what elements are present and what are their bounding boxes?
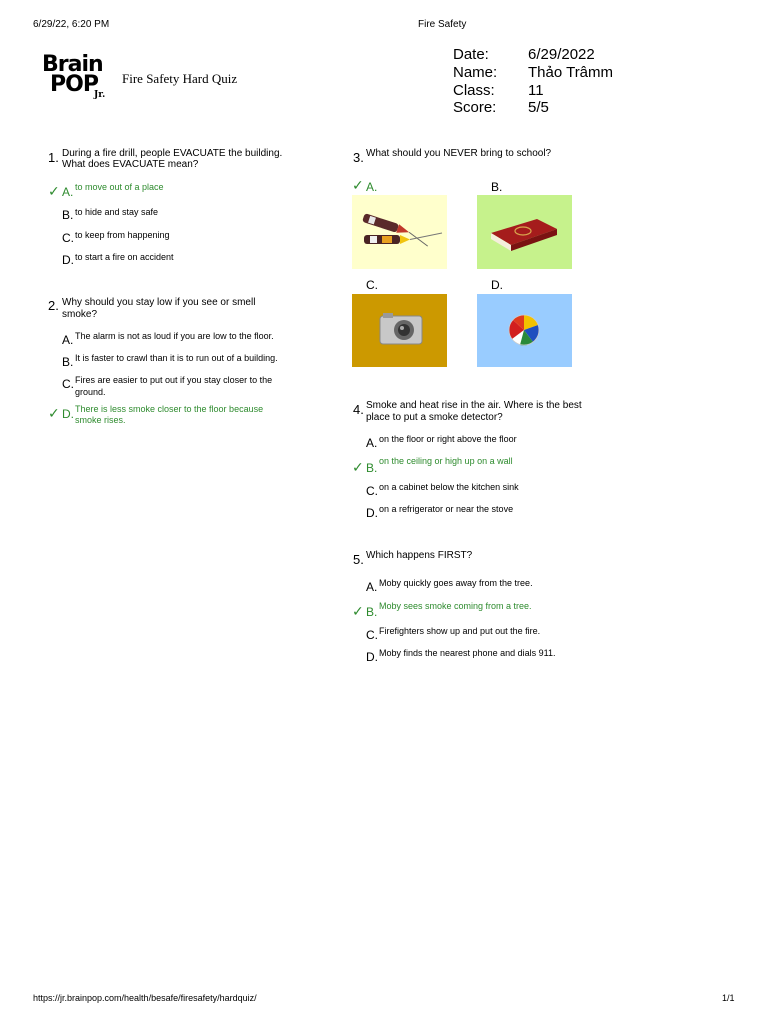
q3-number: 3. — [353, 150, 364, 165]
q2-option-b-text: It is faster to crawl than it is to run out of a building. — [75, 353, 278, 363]
q3-option-a-image — [352, 195, 447, 269]
print-footer-url: https://jr.brainpop.com/health/besafe/firesafety/hardquiz/ — [33, 993, 257, 1003]
q4-option-c-letter: C. — [366, 484, 378, 498]
q5-number: 5. — [353, 552, 364, 567]
quiz-title: Fire Safety Hard Quiz — [122, 71, 238, 86]
q2-option-c-text-line2: ground. — [75, 387, 106, 397]
q1-number: 1. — [48, 150, 59, 165]
q1-option-b-text: to hide and stay safe — [75, 207, 159, 217]
q4-option-d-text: on a refrigerator or near the stove — [379, 504, 514, 514]
beach-ball-icon — [477, 294, 572, 367]
rockets-icon — [352, 195, 447, 269]
q3-option-b-image — [477, 195, 572, 269]
score-label: Score: — [453, 99, 497, 116]
q2-number: 2. — [48, 298, 59, 313]
print-page-title: Fire Safety — [418, 19, 467, 30]
q2-correct-check-icon: ✓ — [48, 405, 60, 421]
q5-option-b-letter: B. — [366, 605, 378, 619]
q1-option-c-letter: C. — [62, 231, 74, 245]
q4-option-b-text: on the ceiling or high up on a wall — [379, 456, 513, 466]
q5-text: Which happens FIRST? — [366, 550, 473, 561]
q1-correct-check-icon: ✓ — [48, 183, 60, 199]
date-value: 6/29/2022 — [528, 46, 595, 63]
q1-text-line2: What does EVACUATE mean? — [62, 159, 199, 170]
camera-icon — [352, 294, 447, 367]
brainpop-logo-pop: POP — [50, 72, 98, 97]
q1-option-d-letter: D. — [62, 253, 74, 267]
q1-option-a-text: to move out of a place — [75, 182, 164, 192]
q3-option-d-letter: D. — [491, 278, 503, 292]
q3-text: What should you NEVER bring to school? — [366, 148, 552, 159]
date-label: Date: — [453, 46, 489, 63]
q4-text-line1: Smoke and heat rise in the air. Where is the best — [366, 400, 582, 411]
q5-option-d-text: Moby finds the nearest phone and dials 911. — [379, 648, 556, 658]
q3-option-a-letter: A. — [366, 180, 378, 194]
q4-option-b-letter: B. — [366, 461, 378, 475]
q5-option-d-letter: D. — [366, 650, 378, 664]
q5-option-a-letter: A. — [366, 580, 378, 594]
q2-option-d-letter: D. — [62, 407, 74, 421]
q5-correct-check-icon: ✓ — [352, 603, 364, 619]
q1-option-d-text: to start a fire on accident — [75, 252, 174, 262]
book-icon — [477, 195, 572, 269]
q1-option-b-letter: B. — [62, 208, 74, 222]
q5-option-a-text: Moby quickly goes away from the tree. — [379, 578, 533, 588]
q2-option-a-letter: A. — [62, 333, 74, 347]
q1-option-a-letter: A. — [62, 185, 74, 199]
q4-text-line2: place to put a smoke detector? — [366, 412, 503, 423]
q3-correct-check-icon: ✓ — [352, 177, 364, 193]
class-label: Class: — [453, 82, 495, 99]
q4-option-a-text: on the floor or right above the floor — [379, 434, 517, 444]
q2-option-c-letter: C. — [62, 377, 74, 391]
q3-option-d-image — [477, 294, 572, 367]
brainpop-logo-jr: Jr. — [94, 90, 106, 100]
q2-option-d-text-line1: There is less smoke closer to the floor because — [75, 404, 264, 414]
q2-text-line1: Why should you stay low if you see or smell — [62, 297, 256, 308]
class-value: 11 — [528, 82, 544, 99]
q5-option-c-letter: C. — [366, 628, 378, 642]
q4-option-d-letter: D. — [366, 506, 378, 520]
q4-number: 4. — [353, 402, 364, 417]
q2-option-a-text: The alarm is not as loud if you are low to the floor. — [75, 331, 274, 341]
q5-option-b-text: Moby sees smoke coming from a tree. — [379, 601, 532, 611]
q3-option-c-letter: C. — [366, 278, 378, 292]
q1-option-c-text: to keep from happening — [75, 230, 170, 240]
name-value: Thảo Trâmm — [528, 64, 614, 81]
q2-option-d-text-line2: smoke rises. — [75, 415, 126, 425]
print-footer-page: 1/1 — [722, 993, 735, 1003]
q3-option-c-image — [352, 294, 447, 367]
q1-text-line1: During a fire drill, people EVACUATE the building. — [62, 148, 283, 159]
score-value: 5/5 — [528, 99, 549, 116]
name-label: Name: — [453, 64, 498, 81]
q4-correct-check-icon: ✓ — [352, 459, 364, 475]
q3-option-b-letter: B. — [491, 180, 503, 194]
q2-option-b-letter: B. — [62, 355, 74, 369]
q5-option-c-text: Firefighters show up and put out the fire. — [379, 626, 541, 636]
q4-option-c-text: on a cabinet below the kitchen sink — [379, 482, 519, 492]
print-datetime: 6/29/22, 6:20 PM — [33, 19, 110, 30]
q2-text-line2: smoke? — [62, 309, 98, 320]
brainpop-logo-brain: Brain — [42, 52, 103, 77]
q4-option-a-letter: A. — [366, 436, 378, 450]
q2-option-c-text-line1: Fires are easier to put out if you stay closer to the — [75, 375, 273, 385]
